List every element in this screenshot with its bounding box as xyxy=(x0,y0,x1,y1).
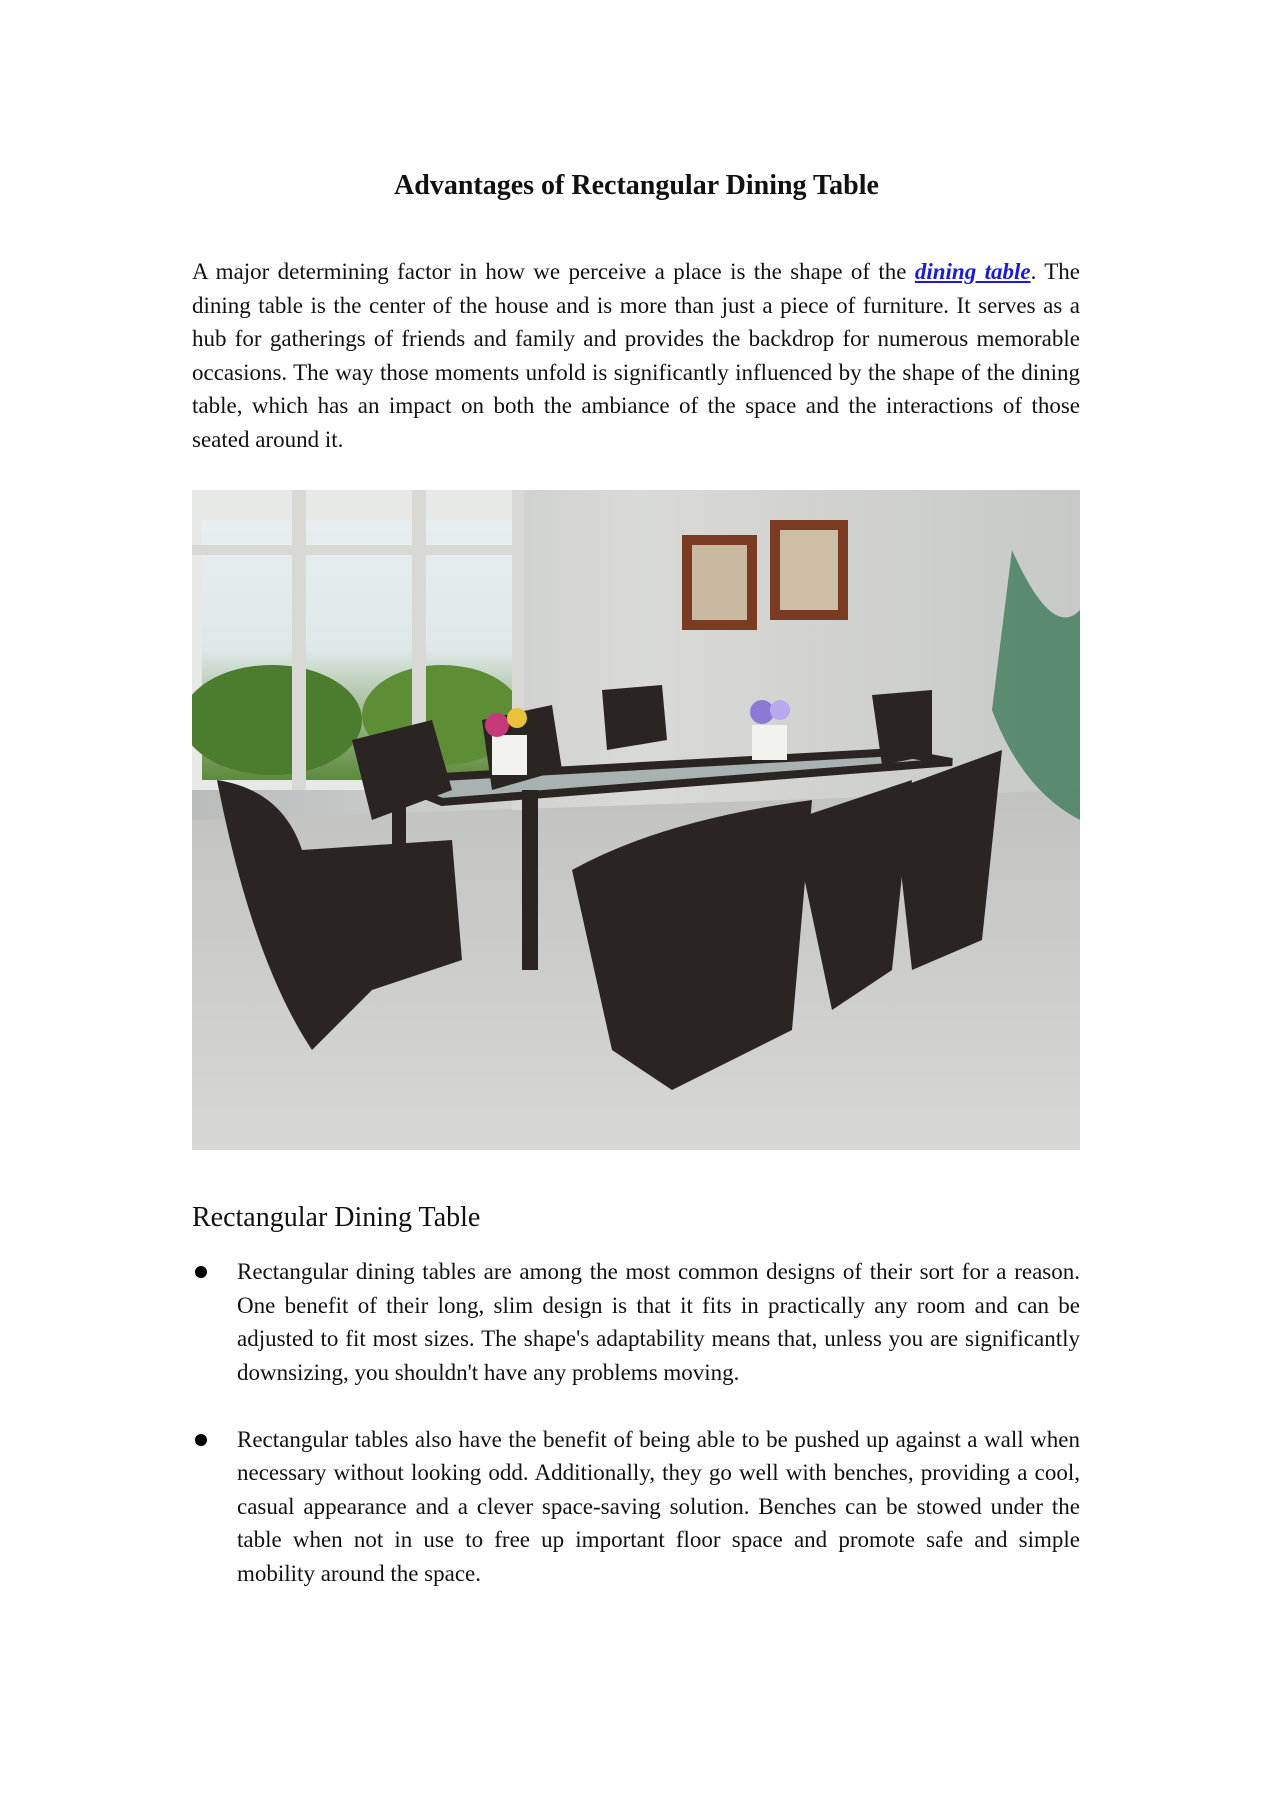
intro-paragraph xyxy=(192,255,1080,456)
bullet-icon xyxy=(195,1266,207,1278)
list-item xyxy=(192,1423,1080,1591)
dining-set-photo xyxy=(192,490,1080,1150)
advantages-list xyxy=(192,1255,1080,1624)
list-item-text: Rectangular tables also have the benefit of being able to be pushed up against a wall when necessary without looking odd. Additionally, they go well with benches, providing a cool, casual appearance and a clever space-saving solution. Benches can be stowed under the table when not in use to free up important floor space and promote safe and simple mobility around the space. xyxy=(237,1426,1080,1586)
section-heading: Rectangular Dining Table xyxy=(192,1202,481,1233)
list-item-text: Rectangular dining tables are among the most common designs of their sort for a reason. One benefit of their long, slim design is that it fits in practically any room and can be adjusted to fit most sizes. The shape's adaptability means that, unless you are significantly downsizing, you shouldn't have any problems moving. xyxy=(237,1259,1080,1385)
list-item xyxy=(192,1255,1080,1389)
intro-text: A major determining factor in how we perceive a place is the shape of the xyxy=(192,259,915,284)
intro-text-cont: . The dining table is the center of the house and is more than just a piece of furniture. It serves as a hub for gatherings of friends and family and provides the backdrop for numerous memorable occasions. The way those moments unfold is significantly influenced by the shape of the dining table, which has an impact on both the ambiance of the space and the interactions of those seated around it. xyxy=(192,259,1080,452)
dining-table-link[interactable]: dining table xyxy=(914,259,1031,284)
bullet-icon xyxy=(195,1434,207,1446)
page-title: Advantages of Rectangular Dining Table xyxy=(394,170,879,201)
